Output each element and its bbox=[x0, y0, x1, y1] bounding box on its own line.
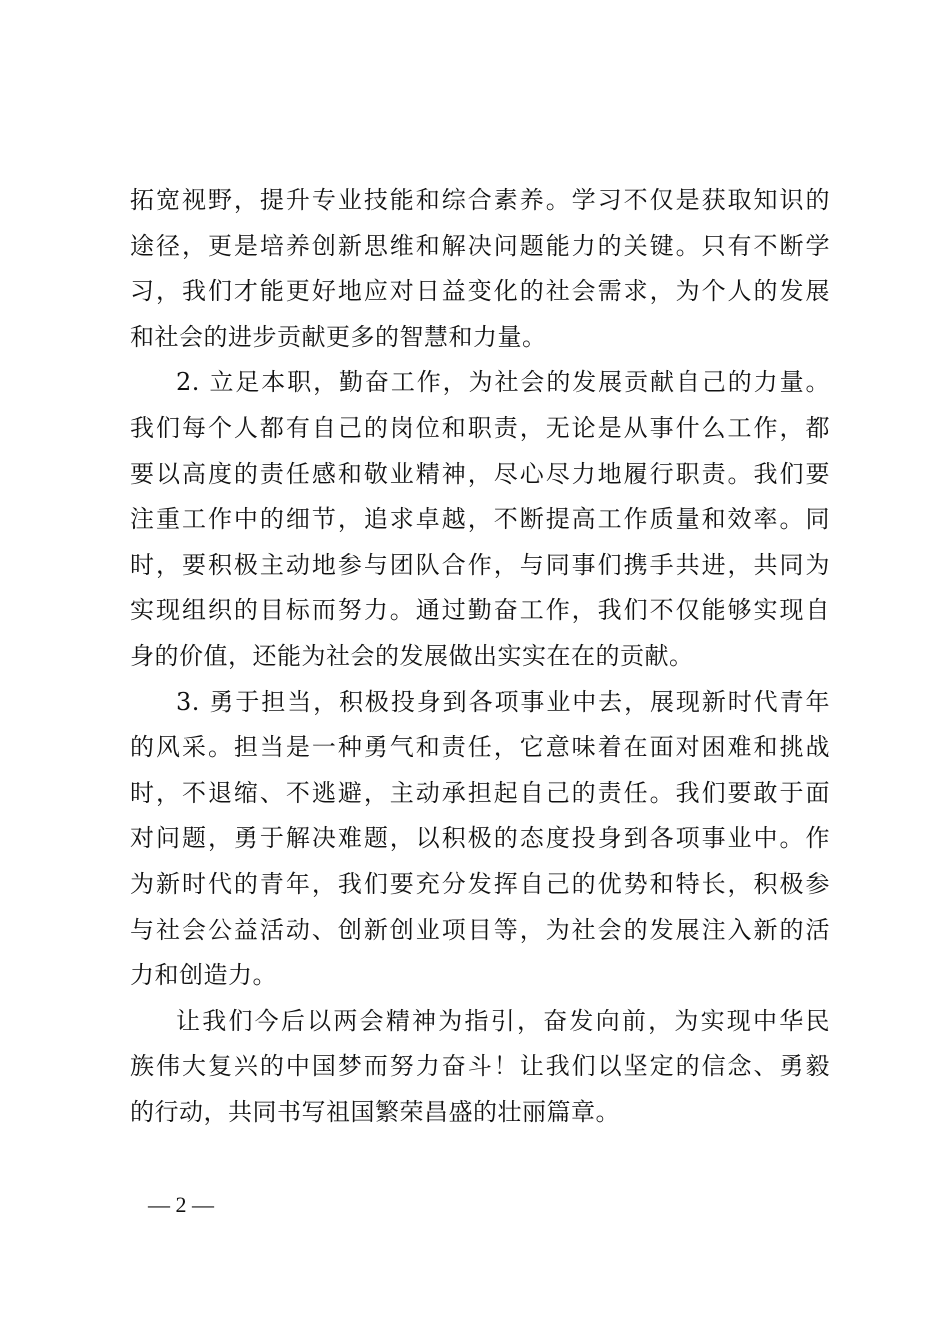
text-line: 和社会的进步贡献更多的智慧和力量。 bbox=[130, 322, 547, 351]
text-line: 为新时代的青年，我们要充分发挥自己的优势和特长，积极参 bbox=[130, 869, 830, 898]
text-line: 习，我们才能更好地应对日益变化的社会需求，为个人的发展 bbox=[130, 277, 830, 306]
text-line: 要以高度的责任感和敬业精神，尽心尽力地履行职责。我们要 bbox=[130, 459, 830, 488]
paragraph-2 bbox=[130, 360, 830, 679]
paragraph-4 bbox=[130, 999, 830, 1136]
text-line: 时，不退缩、不逃避，主动承担起自己的责任。我们要敢于面 bbox=[130, 778, 830, 807]
text-line: 对问题，勇于解决难题，以积极的态度投身到各项事业中。作 bbox=[130, 824, 830, 853]
paragraph-3 bbox=[130, 680, 830, 999]
text-line: 力和创造力。 bbox=[130, 961, 277, 990]
text-line: 与社会公益活动、创新创业项目等，为社会的发展注入新的活 bbox=[130, 915, 830, 944]
page-number: — 2 — bbox=[148, 1192, 214, 1217]
text-line: 实现组织的目标而努力。通过勤奋工作，我们不仅能够实现自 bbox=[130, 596, 830, 625]
text-line: 让我们今后以两会精神为指引，奋发向前，为实现中华民 bbox=[176, 1006, 830, 1035]
text-line: 族伟大复兴的中国梦而努力奋斗！让我们以坚定的信念、勇毅 bbox=[130, 1052, 830, 1081]
text-line: 拓宽视野，提升专业技能和综合素养。学习不仅是获取知识的 bbox=[130, 186, 830, 214]
text-line: 身的价值，还能为社会的发展做出实实在在的贡献。 bbox=[130, 641, 694, 670]
text-line: 注重工作中的细节，追求卓越，不断提高工作质量和效率。同 bbox=[130, 505, 830, 534]
text-line: 2. 立足本职，勤奋工作，为社会的发展贡献自己的力量。 bbox=[176, 368, 830, 397]
text-line: 时，要积极主动地参与团队合作，与同事们携手共进，共同为 bbox=[130, 550, 830, 579]
text-line: 途径，更是培养创新思维和解决问题能力的关键。只有不断学 bbox=[130, 231, 830, 260]
text-line: 的行动，共同书写祖国繁荣昌盛的壮丽篇章。 bbox=[130, 1097, 620, 1126]
body-text bbox=[130, 178, 830, 1135]
text-line: 我们每个人都有自己的岗位和职责，无论是从事什么工作，都 bbox=[130, 413, 830, 442]
text-line: 的风采。担当是一种勇气和责任，它意味着在面对困难和挑战 bbox=[130, 733, 830, 762]
text-line: 3. 勇于担当，积极投身到各项事业中去，展现新时代青年 bbox=[176, 687, 830, 716]
paragraph-1 bbox=[130, 178, 830, 360]
